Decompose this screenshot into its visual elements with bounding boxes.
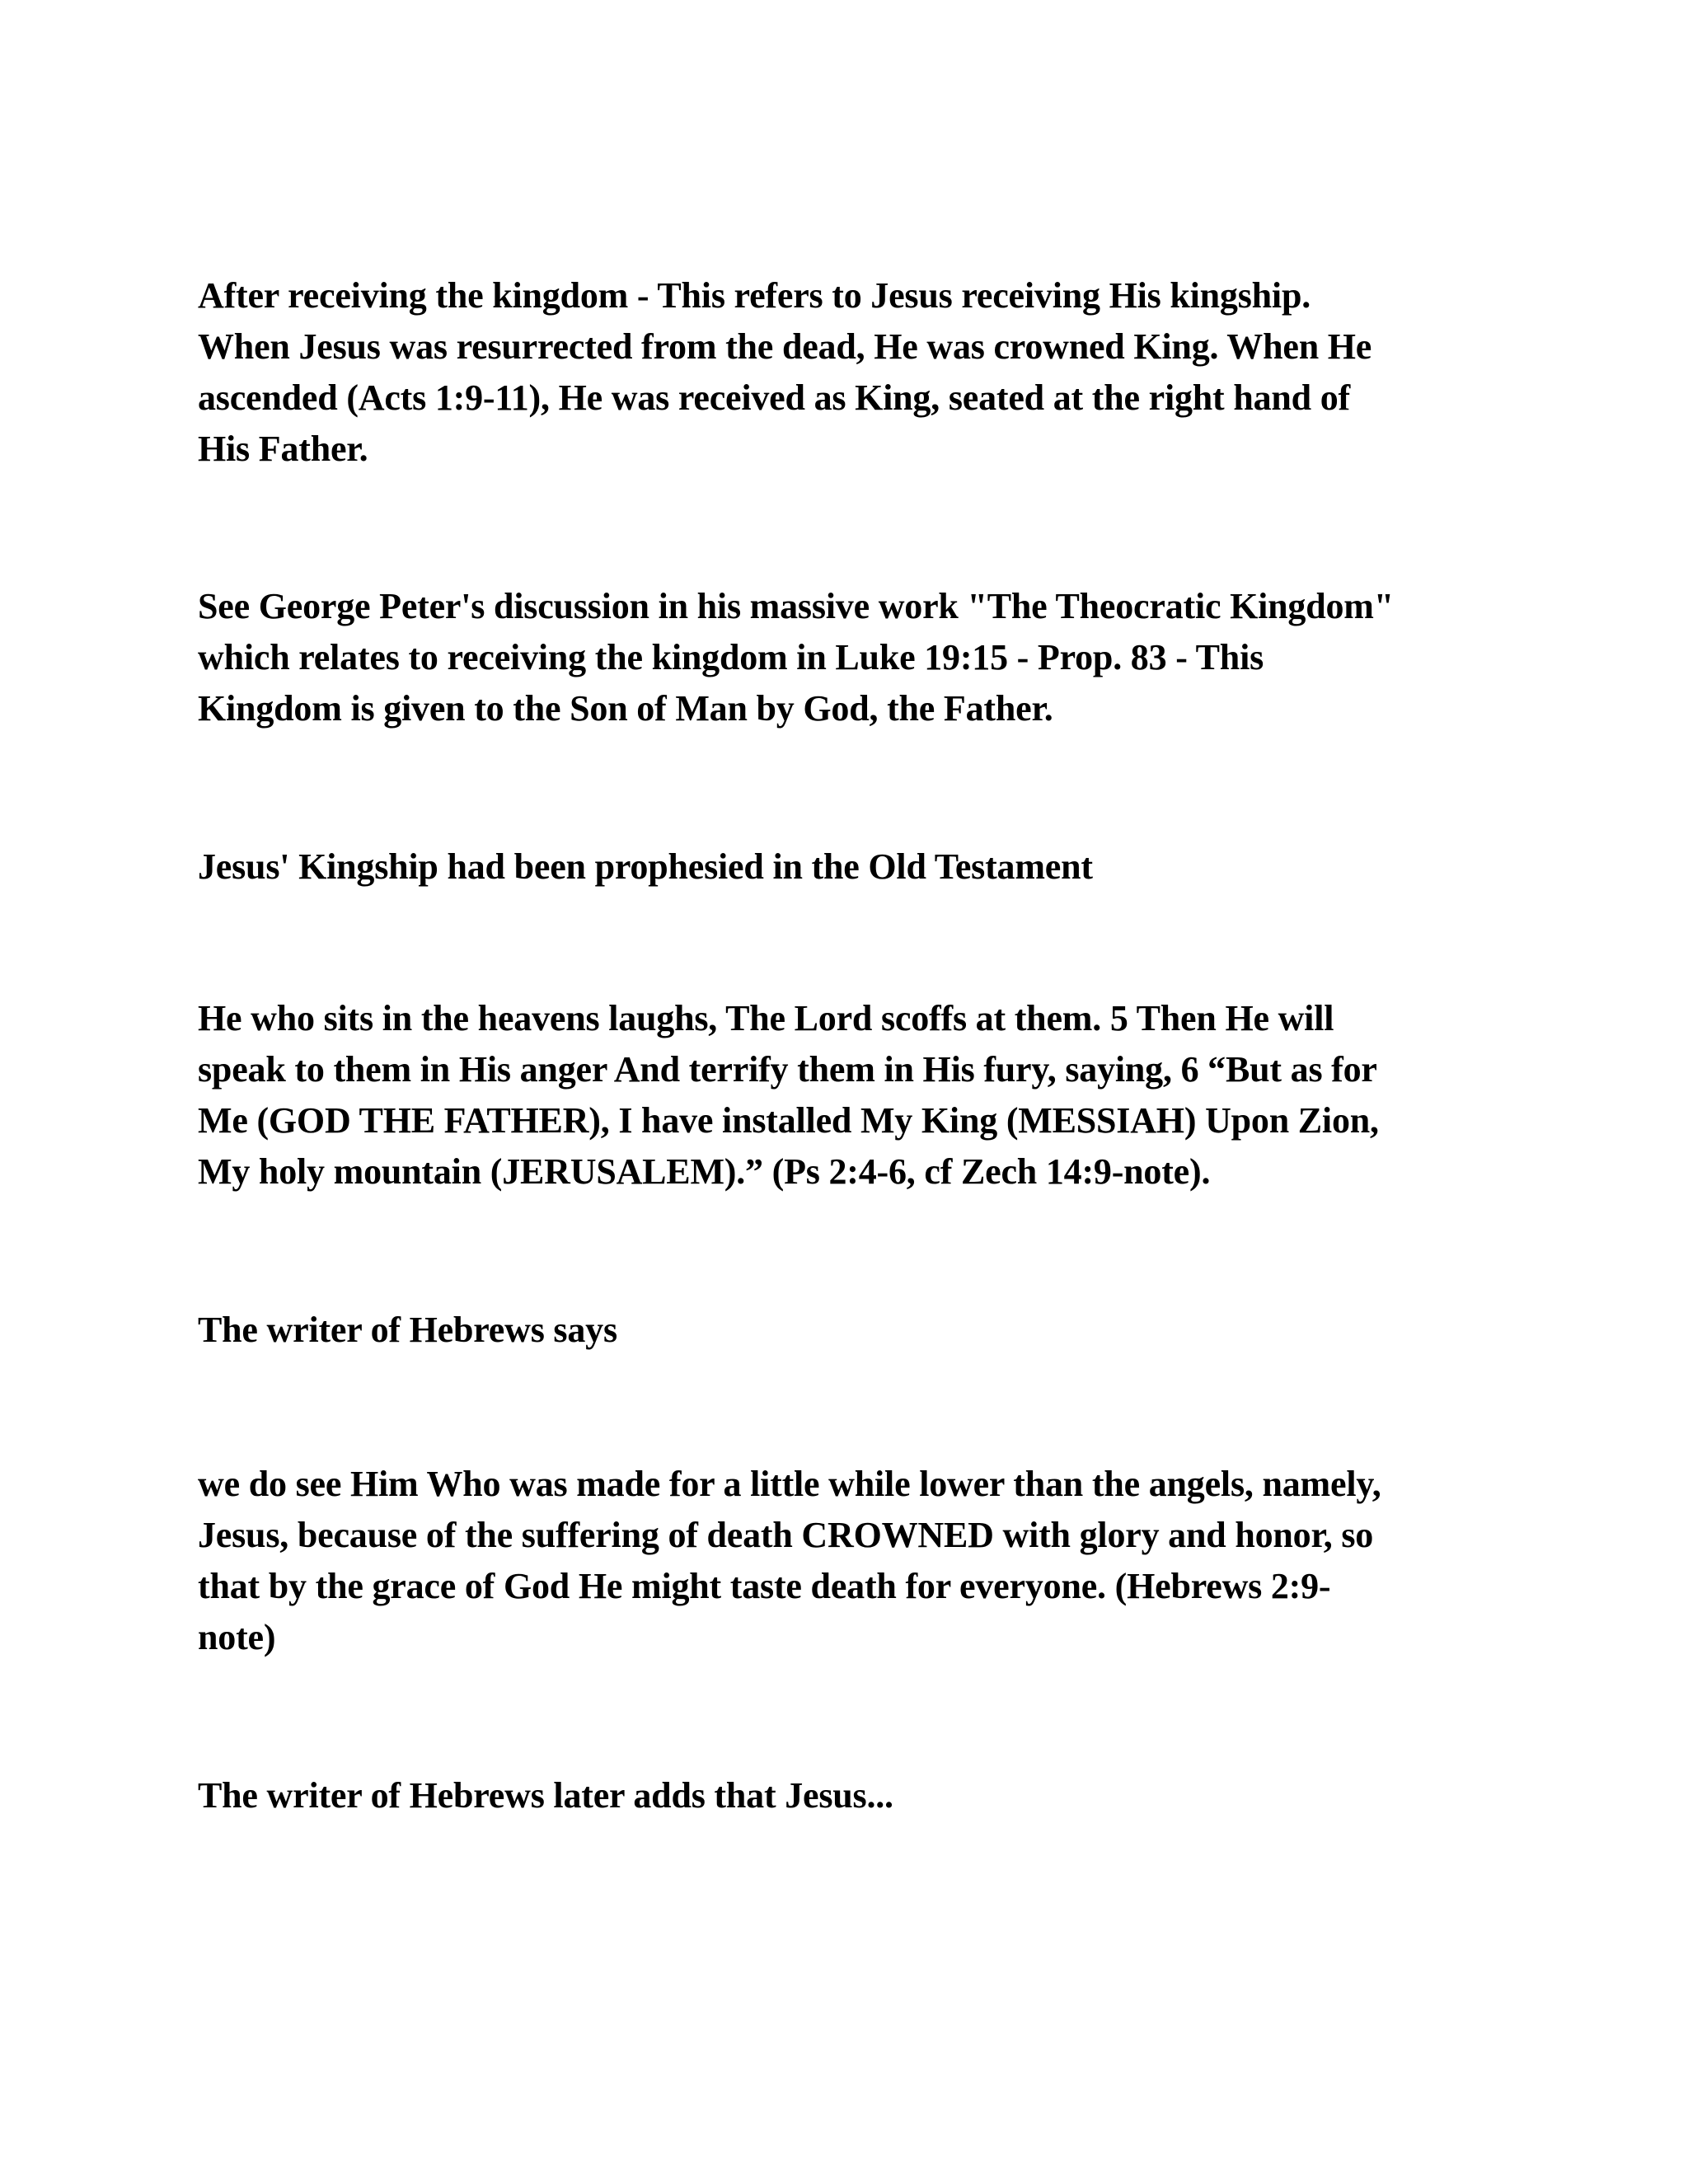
paragraph-after-receiving-kingdom [198,270,1517,475]
paragraph-hebrews-says [198,1305,1517,1356]
text-line: My holy mountain (JERUSALEM).” (Ps 2:4-6, cf Zech 14:9-note). [198,1151,1211,1192]
text-line: When Jesus was resurrected from the dead, He was crowned King. When He [198,326,1372,367]
text-line: note) [198,1617,276,1657]
paragraph-kingship-prophesied [198,841,1517,893]
text-line: The writer of Hebrews later adds that Jesus... [198,1775,893,1816]
paragraph-hebrews-quote [198,1459,1517,1663]
text-line: See George Peter's discussion in his massive work "The Theocratic Kingdom" [198,586,1394,626]
text-line: The writer of Hebrews says [198,1310,617,1350]
text-line: Kingdom is given to the Son of Man by God, the Father. [198,688,1053,729]
text-line: ascended (Acts 1:9-11), He was received as King, seated at the right hand of [198,377,1350,418]
text-line: which relates to receiving the kingdom in Luke 19:15 - Prop. 83 - This [198,637,1264,677]
text-line: speak to them in His anger And terrify them in His fury, saying, 6 “But as for [198,1049,1377,1090]
text-line: His Father. [198,429,368,469]
text-line: Me (GOD THE FATHER), I have installed My King (MESSIAH) Upon Zion, [198,1100,1379,1141]
paragraph-hebrews-later-adds [198,1770,1517,1821]
paragraph-george-peter-discussion [198,581,1517,734]
text-line: we do see Him Who was made for a little while lower than the angels, namely, [198,1464,1381,1504]
text-line: After receiving the kingdom - This refers to Jesus receiving His kingship. [198,275,1311,316]
text-line: Jesus' Kingship had been prophesied in the Old Testament [198,846,1093,887]
text-line: He who sits in the heavens laughs, The Lord scoffs at them. 5 Then He will [198,998,1334,1038]
text-line: Jesus, because of the suffering of death CROWNED with glory and honor, so [198,1515,1374,1555]
paragraph-psalm-quote [198,993,1517,1197]
text-line: that by the grace of God He might taste death for everyone. (Hebrews 2:9- [198,1566,1331,1606]
